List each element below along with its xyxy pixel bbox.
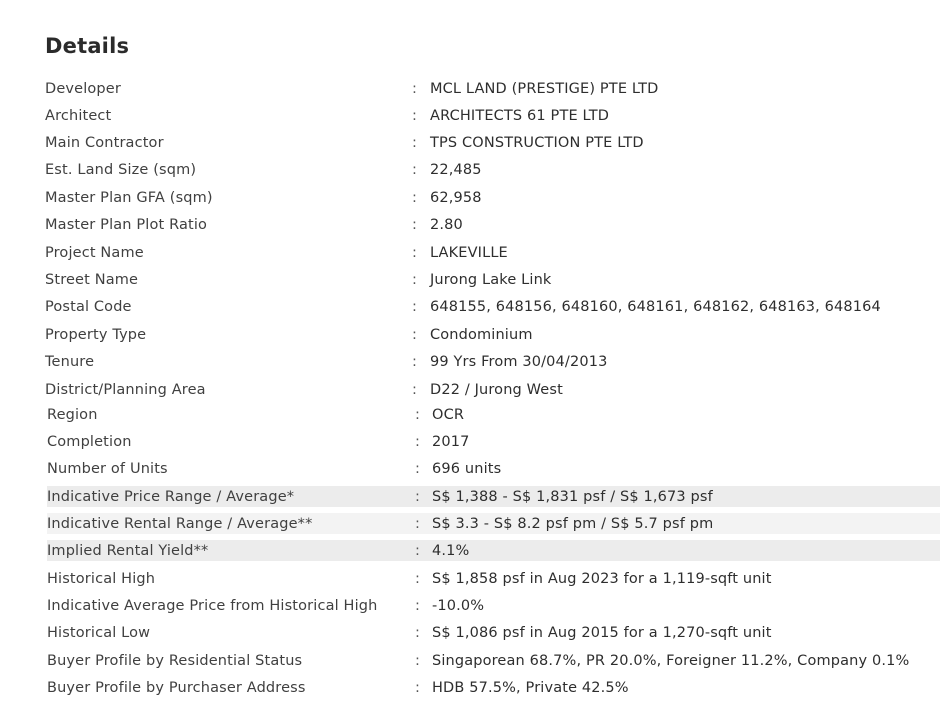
detail-colon: : — [415, 542, 421, 559]
detail-row-land-size — [0, 159, 943, 180]
detail-colon: : — [415, 624, 421, 641]
detail-value: S$ 1,858 psf in Aug 2023 for a 1,119-sqft unit — [432, 570, 772, 587]
detail-label: Indicative Rental Range / Average** — [47, 515, 313, 532]
detail-value: TPS CONSTRUCTION PTE LTD — [430, 134, 644, 151]
detail-row-avg-from-high — [0, 595, 943, 616]
detail-row-project-name — [0, 242, 943, 263]
detail-value: HDB 57.5%, Private 42.5% — [432, 679, 629, 696]
detail-colon: : — [415, 652, 421, 669]
detail-value: OCR — [432, 406, 465, 423]
detail-label: Historical Low — [47, 624, 151, 641]
detail-value: 4.1% — [432, 542, 470, 559]
detail-label: Master Plan Plot Ratio — [45, 216, 208, 233]
detail-value: S$ 1,388 - S$ 1,831 psf / S$ 1,673 psf — [432, 488, 713, 505]
detail-value: 2.80 — [430, 216, 463, 233]
detail-label: Postal Code — [45, 298, 132, 315]
detail-label: Developer — [45, 80, 121, 97]
detail-value: 62,958 — [430, 189, 482, 206]
detail-row-region — [0, 404, 943, 425]
detail-row-historical-low — [0, 622, 943, 643]
detail-label: Buyer Profile by Residential Status — [47, 652, 303, 669]
detail-label: Main Contractor — [45, 134, 164, 151]
detail-row-street-name — [0, 269, 943, 290]
detail-value: Condominium — [430, 326, 533, 343]
detail-label: Buyer Profile by Purchaser Address — [47, 679, 306, 696]
detail-colon: : — [412, 271, 418, 288]
detail-label: District/Planning Area — [45, 381, 206, 398]
detail-value: D22 / Jurong West — [430, 381, 563, 398]
detail-row-property-type — [0, 324, 943, 345]
detail-row-postal-code — [0, 296, 943, 317]
detail-value: 2017 — [432, 433, 470, 450]
detail-value: 22,485 — [430, 161, 482, 178]
detail-row-number-of-units — [0, 458, 943, 479]
detail-colon: : — [412, 381, 418, 398]
detail-row-buyer-residential-status — [0, 650, 943, 671]
detail-row-price-range — [47, 486, 940, 507]
detail-value: -10.0% — [432, 597, 485, 614]
detail-label: Region — [47, 406, 98, 423]
detail-row-tenure — [0, 351, 943, 372]
detail-colon: : — [412, 161, 418, 178]
detail-colon: : — [412, 298, 418, 315]
detail-colon: : — [415, 515, 421, 532]
detail-colon: : — [412, 216, 418, 233]
detail-row-completion — [0, 431, 943, 452]
detail-label: Completion — [47, 433, 132, 450]
detail-label: Tenure — [45, 353, 95, 370]
detail-row-buyer-purchaser-address — [0, 677, 943, 698]
detail-colon: : — [415, 406, 421, 423]
detail-row-rental-yield — [47, 540, 940, 561]
detail-value: S$ 1,086 psf in Aug 2015 for a 1,270-sqft unit — [432, 624, 772, 641]
detail-colon: : — [415, 570, 421, 587]
page-title: Details — [45, 34, 130, 58]
detail-label: Architect — [45, 107, 112, 124]
detail-label: Est. Land Size (sqm) — [45, 161, 197, 178]
detail-row-district — [0, 379, 943, 400]
detail-colon: : — [412, 80, 418, 97]
detail-colon: : — [412, 353, 418, 370]
detail-colon: : — [412, 189, 418, 206]
detail-row-rental-range — [47, 513, 940, 534]
detail-value: MCL LAND (PRESTIGE) PTE LTD — [430, 80, 659, 97]
detail-label: Property Type — [45, 326, 147, 343]
detail-colon: : — [412, 107, 418, 124]
detail-row-historical-high — [0, 568, 943, 589]
detail-label: Indicative Average Price from Historical High — [47, 597, 378, 614]
detail-row-developer — [0, 78, 943, 99]
detail-colon: : — [415, 488, 421, 505]
detail-colon: : — [412, 244, 418, 261]
detail-row-plot-ratio — [0, 214, 943, 235]
detail-label: Master Plan GFA (sqm) — [45, 189, 213, 206]
detail-colon: : — [415, 597, 421, 614]
detail-value: S$ 3.3 - S$ 8.2 psf pm / S$ 5.7 psf pm — [432, 515, 714, 532]
detail-label: Project Name — [45, 244, 144, 261]
detail-row-architect — [0, 105, 943, 126]
detail-value: ARCHITECTS 61 PTE LTD — [430, 107, 610, 124]
detail-value: 696 units — [432, 460, 502, 477]
detail-value: Jurong Lake Link — [430, 271, 552, 288]
detail-colon: : — [415, 460, 421, 477]
detail-row-gfa — [0, 187, 943, 208]
detail-value: 99 Yrs From 30/04/2013 — [430, 353, 608, 370]
detail-row-main-contractor — [0, 132, 943, 153]
detail-label: Implied Rental Yield** — [47, 542, 209, 559]
detail-label: Street Name — [45, 271, 139, 288]
detail-colon: : — [415, 433, 421, 450]
detail-label: Number of Units — [47, 460, 168, 477]
detail-value: LAKEVILLE — [430, 244, 508, 261]
detail-value: Singaporean 68.7%, PR 20.0%, Foreigner 11.2%, Company 0.1% — [432, 652, 910, 669]
detail-colon: : — [412, 326, 418, 343]
detail-label: Indicative Price Range / Average* — [47, 488, 295, 505]
detail-label: Historical High — [47, 570, 156, 587]
detail-colon: : — [412, 134, 418, 151]
detail-value: 648155, 648156, 648160, 648161, 648162, 648163, 648164 — [430, 298, 881, 315]
detail-colon: : — [415, 679, 421, 696]
